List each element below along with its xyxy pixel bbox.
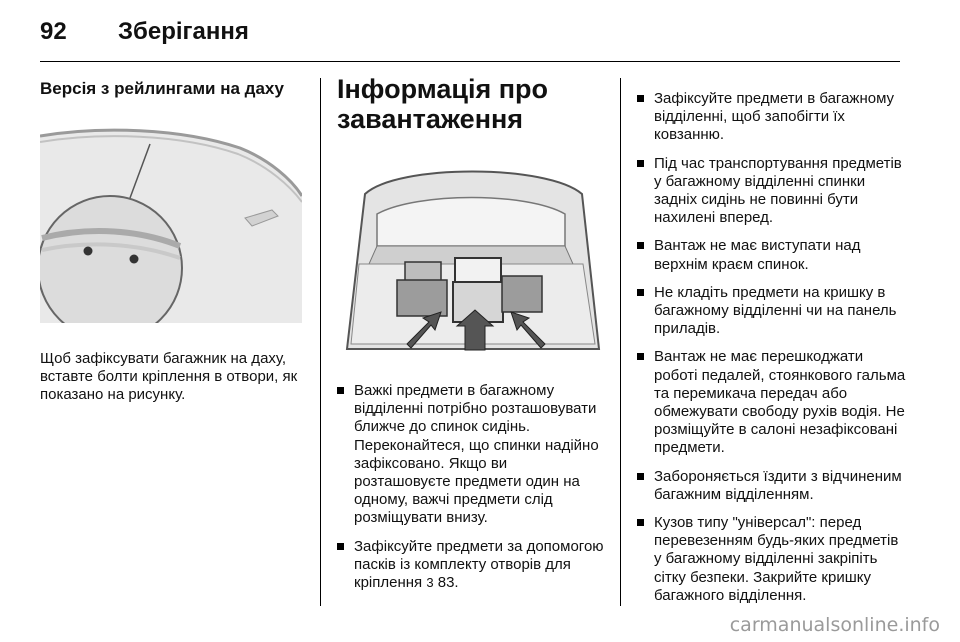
bullet-icon — [637, 95, 644, 102]
column-divider — [620, 78, 621, 606]
page-reference[interactable]: 83. — [437, 574, 459, 592]
list-item: Зафіксуйте предмети в багажному відділенні, щоб запобігти їх ковзанню. — [637, 90, 907, 145]
bullet-icon — [637, 289, 644, 296]
bullet-icon — [337, 387, 344, 394]
right-column — [637, 90, 907, 615]
list-item: Вантаж не має перешкоджати роботі педалей, стоянкового гальма та перемикача передач або обмежувати свободу рухів водія. Не розміщуйте в салоні незафіксовані предмети. — [637, 348, 907, 457]
list-item: Під час транспортування предметів у багажному відділенні спинки задніх сидінь не повинні бути нахилені вперед. — [637, 155, 907, 228]
section-heading-line2: завантаження — [337, 104, 524, 134]
list-item: Важкі предмети в багажному відділенні потрібно розташовувати ближче до спинок сидінь. Переконайтеся, що спинки надійно зафіксовано. Якщо ви розташовуєте предмети один на одному, важчі предмети слід розміщувати внизу. — [337, 382, 607, 528]
page-number: 92 — [40, 18, 67, 45]
roof-rail-subheading: Версія з рейлингами на даху — [40, 79, 285, 98]
bullet-icon — [337, 543, 344, 550]
page-title: Зберігання — [118, 18, 249, 45]
loading-bullet-list — [337, 382, 607, 592]
left-column — [40, 74, 305, 405]
list-item: Вантаж не має виступати над верхнім краєм спинок. — [637, 237, 907, 273]
bullet-icon — [637, 242, 644, 249]
list-item: Кузов типу "універсал": перед перевезенням будь-яких предметів у багажному відділенні закріпіть сітку безпеки. Закрийте кришку багажного відділення. — [637, 514, 907, 605]
bullet-icon — [637, 353, 644, 360]
bullet-icon — [637, 160, 644, 167]
header-rule — [40, 61, 900, 62]
bullet-icon — [637, 519, 644, 526]
middle-column — [337, 74, 607, 602]
watermark: carmanualsonline.info — [729, 614, 940, 636]
list-item: Зафіксуйте предмети за допомогою пасків із комплекту отворів для кріплення 3 83. — [337, 538, 607, 593]
safety-bullet-list — [637, 90, 907, 605]
list-item: Забороняється їздити з відчиненим багажним відділенням. — [637, 468, 907, 504]
roof-rail-caption: Щоб зафіксувати багажник на даху, вставте болти кріплення в отвори, як показано на рисунку. — [40, 350, 298, 404]
roof-rail-illustration — [40, 118, 302, 323]
bullet-icon — [637, 473, 644, 480]
page-reference-icon: 3 — [426, 575, 434, 591]
section-heading-line1: Інформація про — [337, 74, 548, 104]
column-divider — [320, 78, 321, 606]
cargo-loading-illustration — [337, 154, 605, 364]
list-item: Не кладіть предмети на кришку в багажному відділенні чи на панель приладів. — [637, 284, 907, 339]
